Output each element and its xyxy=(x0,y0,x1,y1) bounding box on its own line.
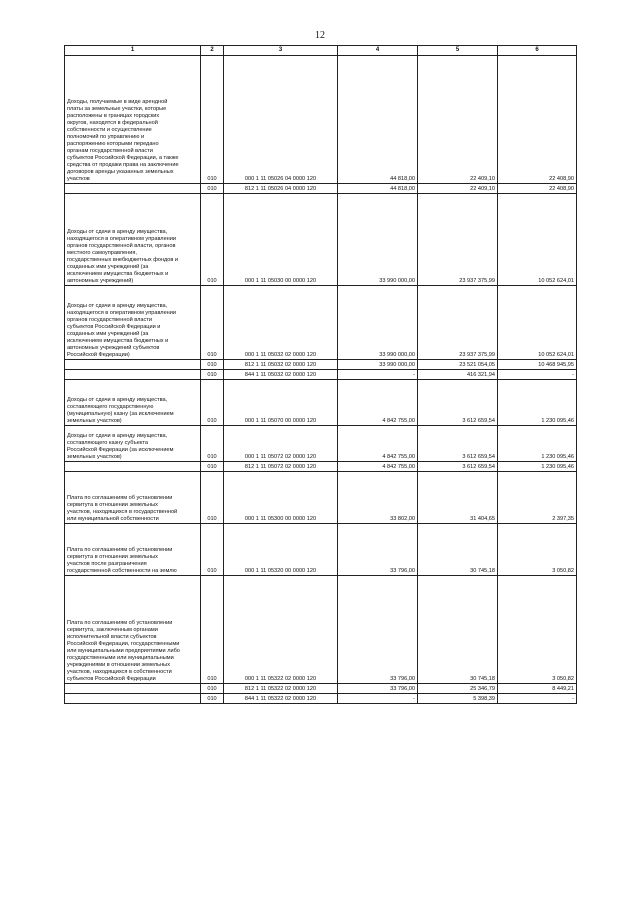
approved-amount: 33 990 000,00 xyxy=(338,286,418,360)
table-row xyxy=(65,286,577,360)
approved-amount: 33 796,00 xyxy=(338,684,418,694)
approved-amount: 33 796,00 xyxy=(338,576,418,684)
unexecuted-amount: 22 408,90 xyxy=(498,184,577,194)
executed-amount: 25 346,79 xyxy=(418,684,498,694)
row-code: 010 xyxy=(201,380,224,426)
executed-amount: 30 745,18 xyxy=(418,524,498,576)
row-code: 010 xyxy=(201,462,224,472)
table-row xyxy=(65,194,577,286)
report-body xyxy=(65,56,577,704)
table-row xyxy=(65,426,577,462)
table-row xyxy=(65,472,577,524)
row-code: 010 xyxy=(201,576,224,684)
table-row xyxy=(65,462,577,472)
executed-amount: 3 612 659,54 xyxy=(418,380,498,426)
executed-amount: 5 398,39 xyxy=(418,694,498,704)
table-row xyxy=(65,684,577,694)
unexecuted-amount: 3 050,82 xyxy=(498,524,577,576)
row-code: 010 xyxy=(201,694,224,704)
column-header: 6 xyxy=(498,46,577,56)
column-header: 4 xyxy=(338,46,418,56)
budget-classification-code: 000 1 11 05072 02 0000 120 xyxy=(224,426,338,462)
column-header: 3 xyxy=(224,46,338,56)
row-description xyxy=(65,694,201,704)
budget-classification-code: 812 1 11 05072 02 0000 120 xyxy=(224,462,338,472)
row-code: 010 xyxy=(201,370,224,380)
row-description: Плата по соглашениям об установлении сервитута в отношении земельных участков, находящихся в государственной или муниципальной собственности xyxy=(65,472,201,524)
budget-classification-code: 844 1 11 05322 02 0000 120 xyxy=(224,694,338,704)
executed-amount: 22 409,10 xyxy=(418,184,498,194)
row-description xyxy=(65,184,201,194)
unexecuted-amount: 3 050,82 xyxy=(498,576,577,684)
row-code: 010 xyxy=(201,684,224,694)
budget-classification-code: 000 1 11 05030 00 0000 120 xyxy=(224,194,338,286)
budget-classification-code: 000 1 11 05070 00 0000 120 xyxy=(224,380,338,426)
row-description: Доходы от сдачи в аренду имущества, составляющего казну субъекта Российской Федерации (за исключением земельных участков) xyxy=(65,426,201,462)
row-code: 010 xyxy=(201,524,224,576)
approved-amount: 4 842 755,00 xyxy=(338,462,418,472)
unexecuted-amount: 10 468 945,95 xyxy=(498,360,577,370)
row-code: 010 xyxy=(201,184,224,194)
unexecuted-amount: 1 230 095,46 xyxy=(498,380,577,426)
header-row xyxy=(65,46,577,56)
executed-amount: 31 404,65 xyxy=(418,472,498,524)
row-code: 010 xyxy=(201,472,224,524)
unexecuted-amount: - xyxy=(498,370,577,380)
budget-classification-code: 000 1 11 05032 02 0000 120 xyxy=(224,286,338,360)
budget-classification-code: 844 1 11 05032 02 0000 120 xyxy=(224,370,338,380)
budget-classification-code: 812 1 11 05026 04 0000 120 xyxy=(224,184,338,194)
column-header: 5 xyxy=(418,46,498,56)
executed-amount: 416 321,94 xyxy=(418,370,498,380)
column-header: 1 xyxy=(65,46,201,56)
approved-amount: 4 842 755,00 xyxy=(338,426,418,462)
report-table xyxy=(64,45,577,704)
approved-amount: 44 818,00 xyxy=(338,56,418,184)
unexecuted-amount: 2 397,35 xyxy=(498,472,577,524)
executed-amount: 30 745,18 xyxy=(418,576,498,684)
unexecuted-amount: 1 230 095,46 xyxy=(498,462,577,472)
approved-amount: - xyxy=(338,694,418,704)
budget-classification-code: 000 1 11 05320 00 0000 120 xyxy=(224,524,338,576)
row-description xyxy=(65,360,201,370)
approved-amount: 33 802,00 xyxy=(338,472,418,524)
table-row xyxy=(65,380,577,426)
approved-amount: 33 990 000,00 xyxy=(338,360,418,370)
executed-amount: 23 521 054,05 xyxy=(418,360,498,370)
unexecuted-amount: - xyxy=(498,694,577,704)
table-row xyxy=(65,694,577,704)
executed-amount: 23 937 375,99 xyxy=(418,286,498,360)
row-code: 010 xyxy=(201,56,224,184)
table-row xyxy=(65,370,577,380)
executed-amount: 22 409,10 xyxy=(418,56,498,184)
executed-amount: 3 612 659,54 xyxy=(418,462,498,472)
approved-amount: 33 796,00 xyxy=(338,524,418,576)
unexecuted-amount: 22 408,90 xyxy=(498,56,577,184)
table-row xyxy=(65,56,577,184)
executed-amount: 3 612 659,54 xyxy=(418,426,498,462)
budget-classification-code: 000 1 11 05026 04 0000 120 xyxy=(224,56,338,184)
table-row xyxy=(65,360,577,370)
unexecuted-amount: 8 449,21 xyxy=(498,684,577,694)
unexecuted-amount: 10 052 624,01 xyxy=(498,286,577,360)
budget-classification-code: 812 1 11 05032 02 0000 120 xyxy=(224,360,338,370)
row-code: 010 xyxy=(201,194,224,286)
approved-amount: - xyxy=(338,370,418,380)
unexecuted-amount: 1 230 095,46 xyxy=(498,426,577,462)
approved-amount: 4 842 755,00 xyxy=(338,380,418,426)
row-description xyxy=(65,370,201,380)
budget-classification-code: 000 1 11 05322 02 0000 120 xyxy=(224,576,338,684)
page-number: 12 xyxy=(315,30,325,41)
row-code: 010 xyxy=(201,426,224,462)
table-row xyxy=(65,576,577,684)
unexecuted-amount: 10 052 624,01 xyxy=(498,194,577,286)
approved-amount: 33 990 000,00 xyxy=(338,194,418,286)
row-code: 010 xyxy=(201,286,224,360)
row-code: 010 xyxy=(201,360,224,370)
row-description: Доходы от сдачи в аренду имущества, находящегося в оперативном управлении органов государственной власти субъектов Российской Федерации и созданных ими учреждений (за исключением имущества бюджетных и автономных учреждений субъектов Российской Федерации) xyxy=(65,286,201,360)
budget-classification-code: 000 1 11 05300 00 0000 120 xyxy=(224,472,338,524)
row-description: Доходы, получаемые в виде арендной платы за земельные участки, которые расположены в границах городских округов, находятся в федеральной собственности и осуществление полномочий по управлению и распоряжению которыми передано органам государственной власти субъектов Российской Федерации, а также средства от продажи права на заключение договоров аренды указанных земельных участков xyxy=(65,56,201,184)
row-description xyxy=(65,462,201,472)
row-description: Плата по соглашениям об установлении сервитута в отношении земельных участков после разграничения государственной собственности на землю xyxy=(65,524,201,576)
column-header: 2 xyxy=(201,46,224,56)
budget-classification-code: 812 1 11 05322 02 0000 120 xyxy=(224,684,338,694)
table-row xyxy=(65,524,577,576)
row-description: Доходы от сдачи в аренду имущества, находящегося в оперативном управлении органов государственной власти, органов местного самоуправления, государственных внебюджетных фондов и созданных ими учреждений (за исключением имущества бюджетных и автономных учреждений) xyxy=(65,194,201,286)
table-row xyxy=(65,184,577,194)
row-description xyxy=(65,684,201,694)
approved-amount: 44 818,00 xyxy=(338,184,418,194)
row-description: Плата по соглашениям об установлении сервитута, заключенным органами исполнительной власти субъектов Российской Федерации, государственными или муниципальными предприятиями либо государственными или муниципальными учреждениями в отношении земельных участков, находящихся в собственности субъектов Российской Федерации xyxy=(65,576,201,684)
row-description: Доходы от сдачи в аренду имущества, составляющего государственную (муниципальную) казну (за исключением земельных участков) xyxy=(65,380,201,426)
executed-amount: 23 937 375,99 xyxy=(418,194,498,286)
